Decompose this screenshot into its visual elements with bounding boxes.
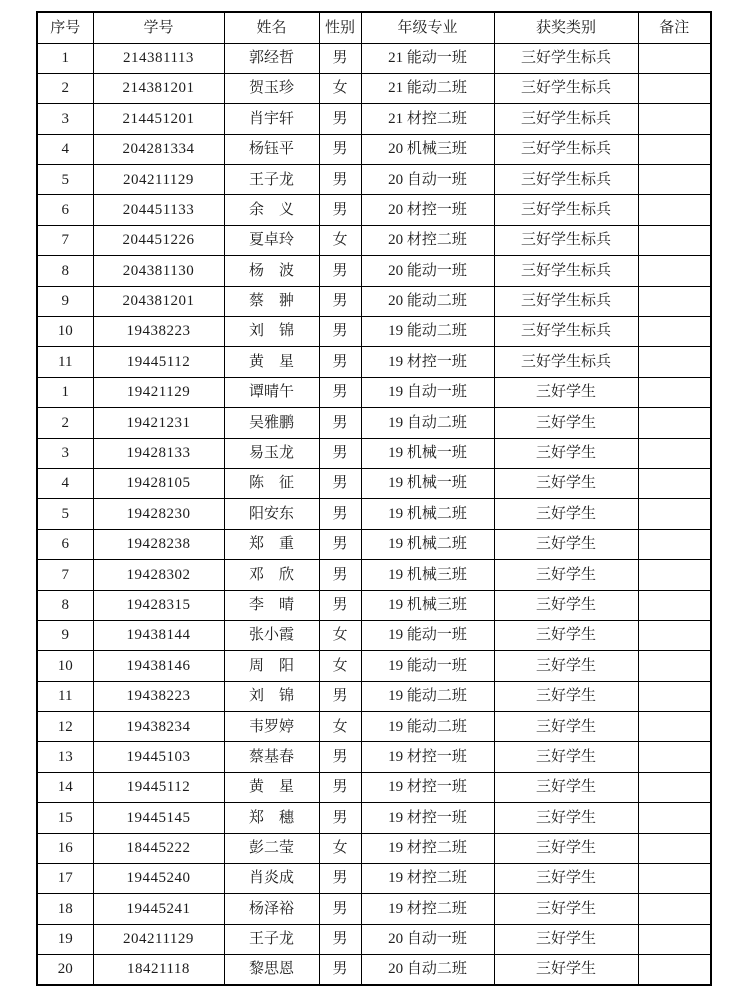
cell-grade-major: 19 能动二班 [361,712,494,742]
cell-award-category: 三好学生 [494,712,638,742]
cell-remarks [638,499,711,529]
cell-gender: 男 [319,560,361,590]
cell-remarks [638,590,711,620]
cell-student-id: 19428105 [93,468,224,498]
cell-student-id: 204381201 [93,286,224,316]
cell-award-category: 三好学生标兵 [494,73,638,103]
cell-student-id: 19445145 [93,803,224,833]
cell-index: 13 [37,742,93,772]
cell-name: 王子龙 [224,924,319,954]
cell-grade-major: 19 自动二班 [361,408,494,438]
cell-award-category: 三好学生 [494,924,638,954]
cell-remarks [638,225,711,255]
cell-student-id: 204211129 [93,924,224,954]
cell-award-category: 三好学生 [494,894,638,924]
cell-award-category: 三好学生 [494,955,638,985]
cell-grade-major: 19 材控一班 [361,772,494,802]
cell-index: 12 [37,712,93,742]
cell-name: 刘 锦 [224,681,319,711]
cell-name: 蔡基春 [224,742,319,772]
cell-student-id: 19445112 [93,772,224,802]
cell-student-id: 19438234 [93,712,224,742]
cell-index: 3 [37,104,93,134]
cell-index: 11 [37,681,93,711]
table-row [37,225,711,255]
cell-grade-major: 20 自动一班 [361,165,494,195]
cell-index: 10 [37,651,93,681]
cell-remarks [638,742,711,772]
cell-grade-major: 20 材控一班 [361,195,494,225]
cell-name: 蔡 翀 [224,286,319,316]
table-row [37,560,711,590]
cell-award-category: 三好学生 [494,499,638,529]
table-body [37,43,711,985]
cell-remarks [638,894,711,924]
student-award-table [36,11,712,986]
cell-student-id: 214451201 [93,104,224,134]
cell-grade-major: 19 能动一班 [361,620,494,650]
cell-grade-major: 19 机械二班 [361,529,494,559]
cell-gender: 男 [319,104,361,134]
cell-remarks [638,651,711,681]
table-row [37,317,711,347]
cell-index: 4 [37,134,93,164]
cell-student-id: 19445103 [93,742,224,772]
cell-grade-major: 20 自动二班 [361,955,494,985]
cell-award-category: 三好学生 [494,377,638,407]
cell-award-category: 三好学生标兵 [494,43,638,73]
cell-remarks [638,134,711,164]
cell-name: 夏卓玲 [224,225,319,255]
table-row [37,803,711,833]
cell-gender: 男 [319,256,361,286]
cell-grade-major: 19 机械一班 [361,438,494,468]
col-header-remarks: 备注 [638,12,711,43]
table-row [37,165,711,195]
cell-award-category: 三好学生标兵 [494,225,638,255]
cell-grade-major: 21 能动一班 [361,43,494,73]
cell-student-id: 204451226 [93,225,224,255]
cell-index: 5 [37,165,93,195]
table-row [37,499,711,529]
cell-name: 邓 欣 [224,560,319,590]
cell-index: 7 [37,225,93,255]
table-row [37,195,711,225]
cell-index: 4 [37,468,93,498]
cell-grade-major: 19 自动一班 [361,377,494,407]
cell-gender: 男 [319,924,361,954]
cell-grade-major: 19 材控二班 [361,894,494,924]
table-row [37,134,711,164]
col-header-award-category: 获奖类别 [494,12,638,43]
cell-award-category: 三好学生 [494,772,638,802]
cell-index: 7 [37,560,93,590]
table-row [37,468,711,498]
cell-award-category: 三好学生 [494,833,638,863]
cell-student-id: 214381201 [93,73,224,103]
cell-name: 黎思恩 [224,955,319,985]
cell-remarks [638,377,711,407]
cell-award-category: 三好学生标兵 [494,256,638,286]
header-row [37,12,711,43]
table-row [37,347,711,377]
cell-student-id: 19428315 [93,590,224,620]
cell-student-id: 19445112 [93,347,224,377]
cell-gender: 男 [319,408,361,438]
cell-grade-major: 19 能动二班 [361,317,494,347]
table-row [37,256,711,286]
cell-remarks [638,681,711,711]
table-row [37,529,711,559]
cell-gender: 男 [319,772,361,802]
cell-index: 3 [37,438,93,468]
cell-award-category: 三好学生 [494,620,638,650]
table-row [37,924,711,954]
cell-gender: 男 [319,894,361,924]
cell-name: 黄 星 [224,347,319,377]
cell-gender: 男 [319,134,361,164]
cell-remarks [638,864,711,894]
cell-award-category: 三好学生 [494,408,638,438]
cell-remarks [638,620,711,650]
col-header-name: 姓名 [224,12,319,43]
cell-index: 17 [37,864,93,894]
cell-student-id: 18421118 [93,955,224,985]
cell-student-id: 204381130 [93,256,224,286]
cell-gender: 女 [319,712,361,742]
cell-award-category: 三好学生 [494,529,638,559]
table-row [37,590,711,620]
cell-student-id: 18445222 [93,833,224,863]
cell-award-category: 三好学生标兵 [494,165,638,195]
cell-award-category: 三好学生 [494,438,638,468]
cell-index: 9 [37,286,93,316]
cell-remarks [638,256,711,286]
cell-name: 周 阳 [224,651,319,681]
cell-name: 黄 星 [224,772,319,802]
table-row [37,43,711,73]
cell-gender: 男 [319,165,361,195]
cell-student-id: 19438144 [93,620,224,650]
cell-gender: 女 [319,225,361,255]
cell-award-category: 三好学生 [494,864,638,894]
table-row [37,104,711,134]
table-row [37,955,711,985]
table-header [37,12,711,43]
col-header-grade-major: 年级专业 [361,12,494,43]
cell-index: 6 [37,529,93,559]
cell-grade-major: 20 自动一班 [361,924,494,954]
cell-grade-major: 19 材控一班 [361,803,494,833]
cell-student-id: 19421129 [93,377,224,407]
cell-grade-major: 19 机械三班 [361,560,494,590]
cell-student-id: 19438146 [93,651,224,681]
cell-remarks [638,772,711,802]
cell-index: 11 [37,347,93,377]
cell-grade-major: 19 材控二班 [361,833,494,863]
cell-remarks [638,803,711,833]
cell-remarks [638,286,711,316]
cell-gender: 男 [319,742,361,772]
cell-student-id: 19445240 [93,864,224,894]
cell-award-category: 三好学生 [494,590,638,620]
table-row [37,651,711,681]
cell-index: 19 [37,924,93,954]
cell-award-category: 三好学生标兵 [494,134,638,164]
cell-remarks [638,73,711,103]
cell-gender: 男 [319,864,361,894]
cell-award-category: 三好学生标兵 [494,347,638,377]
table-row [37,286,711,316]
cell-index: 5 [37,499,93,529]
cell-name: 王子龙 [224,165,319,195]
col-header-index: 序号 [37,12,93,43]
cell-remarks [638,468,711,498]
cell-grade-major: 20 能动一班 [361,256,494,286]
cell-name: 陈 征 [224,468,319,498]
cell-name: 余 义 [224,195,319,225]
cell-student-id: 214381113 [93,43,224,73]
cell-award-category: 三好学生 [494,651,638,681]
cell-grade-major: 21 材控二班 [361,104,494,134]
cell-award-category: 三好学生 [494,560,638,590]
col-header-student-id: 学号 [93,12,224,43]
cell-remarks [638,317,711,347]
cell-award-category: 三好学生标兵 [494,286,638,316]
cell-remarks [638,833,711,863]
cell-name: 肖宇轩 [224,104,319,134]
cell-grade-major: 19 能动二班 [361,681,494,711]
cell-award-category: 三好学生 [494,742,638,772]
cell-gender: 男 [319,529,361,559]
cell-index: 2 [37,408,93,438]
cell-gender: 男 [319,43,361,73]
cell-name: 张小霞 [224,620,319,650]
table-row [37,438,711,468]
cell-name: 易玉龙 [224,438,319,468]
cell-gender: 男 [319,681,361,711]
cell-award-category: 三好学生 [494,681,638,711]
table-row [37,377,711,407]
cell-grade-major: 19 能动一班 [361,651,494,681]
cell-name: 杨泽裕 [224,894,319,924]
cell-gender: 女 [319,833,361,863]
cell-remarks [638,924,711,954]
cell-index: 1 [37,377,93,407]
cell-grade-major: 19 机械一班 [361,468,494,498]
cell-gender: 男 [319,317,361,347]
cell-gender: 男 [319,347,361,377]
cell-student-id: 19438223 [93,317,224,347]
cell-student-id: 19445241 [93,894,224,924]
col-header-gender: 性别 [319,12,361,43]
cell-student-id: 204281334 [93,134,224,164]
table-row [37,620,711,650]
cell-gender: 男 [319,195,361,225]
cell-grade-major: 20 材控二班 [361,225,494,255]
cell-award-category: 三好学生标兵 [494,104,638,134]
cell-name: 李 晴 [224,590,319,620]
cell-index: 9 [37,620,93,650]
cell-remarks [638,955,711,985]
cell-remarks [638,712,711,742]
cell-name: 杨 波 [224,256,319,286]
cell-name: 谭晴午 [224,377,319,407]
table-row [37,772,711,802]
cell-gender: 男 [319,499,361,529]
cell-name: 杨钰平 [224,134,319,164]
cell-gender: 男 [319,286,361,316]
cell-index: 15 [37,803,93,833]
cell-student-id: 19438223 [93,681,224,711]
table-row [37,73,711,103]
cell-gender: 女 [319,620,361,650]
cell-remarks [638,43,711,73]
cell-award-category: 三好学生标兵 [494,317,638,347]
cell-remarks [638,529,711,559]
cell-grade-major: 19 机械二班 [361,499,494,529]
cell-index: 2 [37,73,93,103]
table-row [37,681,711,711]
cell-student-id: 19428238 [93,529,224,559]
cell-index: 10 [37,317,93,347]
cell-remarks [638,165,711,195]
cell-index: 8 [37,256,93,286]
cell-grade-major: 21 能动二班 [361,73,494,103]
cell-name: 肖炎成 [224,864,319,894]
cell-name: 吴雅鹏 [224,408,319,438]
cell-remarks [638,560,711,590]
cell-grade-major: 20 能动二班 [361,286,494,316]
cell-index: 16 [37,833,93,863]
cell-student-id: 19428230 [93,499,224,529]
cell-grade-major: 19 材控一班 [361,742,494,772]
cell-grade-major: 19 机械三班 [361,590,494,620]
cell-remarks [638,347,711,377]
cell-gender: 男 [319,955,361,985]
cell-gender: 男 [319,438,361,468]
cell-student-id: 19421231 [93,408,224,438]
table-row [37,712,711,742]
cell-index: 14 [37,772,93,802]
cell-gender: 男 [319,590,361,620]
cell-name: 郭经哲 [224,43,319,73]
cell-name: 郑 穗 [224,803,319,833]
cell-index: 1 [37,43,93,73]
cell-name: 阳安东 [224,499,319,529]
cell-grade-major: 19 材控二班 [361,864,494,894]
cell-gender: 女 [319,651,361,681]
table-row [37,742,711,772]
table-row [37,894,711,924]
cell-gender: 女 [319,73,361,103]
cell-remarks [638,438,711,468]
cell-remarks [638,195,711,225]
cell-name: 郑 重 [224,529,319,559]
cell-index: 6 [37,195,93,225]
cell-index: 18 [37,894,93,924]
cell-award-category: 三好学生 [494,803,638,833]
cell-award-category: 三好学生 [494,468,638,498]
cell-name: 刘 锦 [224,317,319,347]
table-row [37,864,711,894]
cell-gender: 男 [319,468,361,498]
cell-name: 彭二莹 [224,833,319,863]
cell-grade-major: 20 机械三班 [361,134,494,164]
table-row [37,408,711,438]
cell-name: 贺玉珍 [224,73,319,103]
cell-index: 20 [37,955,93,985]
cell-award-category: 三好学生标兵 [494,195,638,225]
cell-gender: 男 [319,377,361,407]
cell-student-id: 19428133 [93,438,224,468]
cell-gender: 男 [319,803,361,833]
cell-index: 8 [37,590,93,620]
cell-name: 韦罗婷 [224,712,319,742]
cell-grade-major: 19 材控一班 [361,347,494,377]
cell-student-id: 204451133 [93,195,224,225]
cell-student-id: 204211129 [93,165,224,195]
cell-remarks [638,104,711,134]
cell-remarks [638,408,711,438]
cell-student-id: 19428302 [93,560,224,590]
table-row [37,833,711,863]
